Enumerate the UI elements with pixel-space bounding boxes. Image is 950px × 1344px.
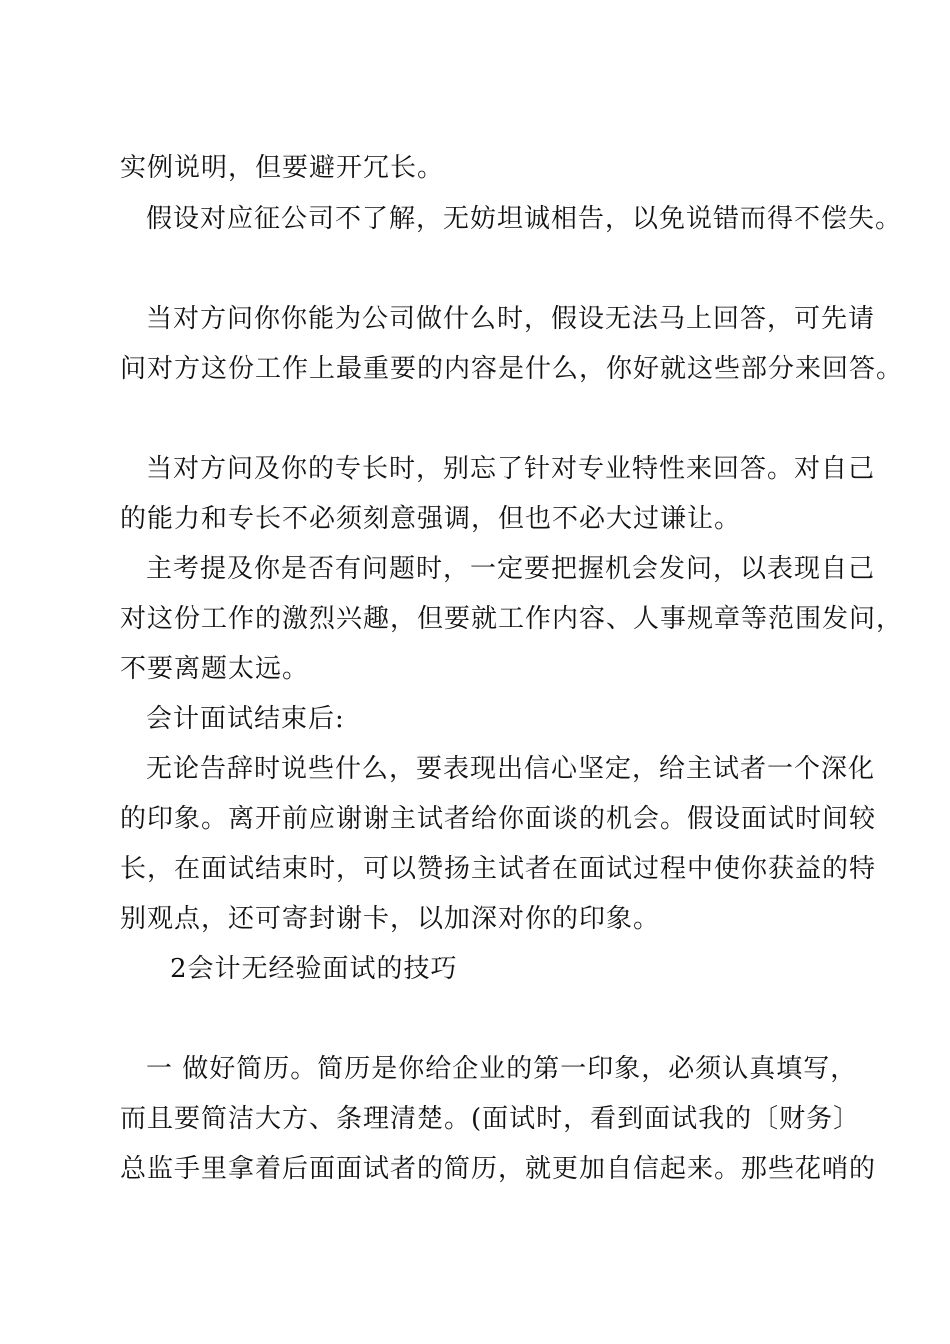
text-line: 而且要简洁大方、条理清楚。(面试时，看到面试我的〔财务〕 [120, 1104, 861, 1134]
text-line: 实例说明，但要避开冗长。 [120, 153, 445, 183]
text-line: 当对方问你你能为公司做什么时，假设无法马上回答，可先请 [146, 304, 876, 334]
text-line: 主考提及你是否有问题时，一定要把握机会发问，以表现自己 [146, 554, 876, 584]
section-heading: 会计面试结束后: [146, 704, 345, 734]
text-line: 不要离题太远。 [120, 654, 310, 684]
section-title: 2会计无经验面试的技巧 [170, 954, 458, 984]
text-line: 别观点，还可寄封谢卡，以加深对你的印象。 [120, 904, 661, 934]
text-line: 问对方这份工作上最重要的内容是什么，你好就这些部分来回答。 [120, 354, 904, 384]
text-line: 的印象。离开前应谢谢主试者给你面谈的机会。假设面试时间较 [120, 804, 877, 834]
text-line: 无论告辞时说些什么，要表现出信心坚定，给主试者一个深化 [146, 754, 876, 784]
text-line: 当对方问及你的专长时，别忘了针对专业特性来回答。对自己 [146, 454, 876, 484]
text-line: 的能力和专长不必须刻意强调，但也不必大过谦让。 [120, 504, 742, 534]
text-line: 长，在面试结束时，可以赞扬主试者在面试过程中使你获益的特 [120, 854, 877, 884]
text-line: 总监手里拿着后面面试者的简历，就更加自信起来。那些花哨的 [120, 1154, 877, 1184]
text-line: 对这份工作的激烈兴趣，但要就工作内容、人事规章等范围发问， [120, 604, 904, 634]
text-line: 假设对应征公司不了解，无妨坦诚相告，以免说错而得不偿失。 [146, 204, 903, 234]
text-line: 一 做好简历。简历是你给企业的第一印象，必须认真填写， [146, 1054, 858, 1084]
